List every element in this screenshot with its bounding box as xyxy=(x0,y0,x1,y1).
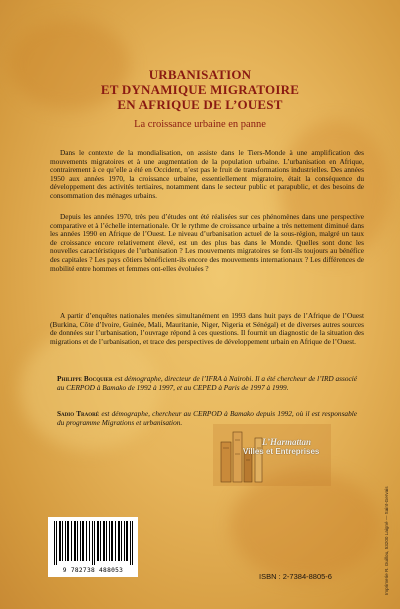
barcode-number: 9 782738 488053 xyxy=(62,567,124,574)
texture-blotch xyxy=(230,470,380,580)
title-line-1: URBANISATION xyxy=(148,67,252,82)
paragraph-text: Depuis les années 1970, très peu d’études ont été réalisées sur ces phénomènes dans une perspective comparative et à l’échelle internationale. Or le rythme de croissance urbaine a très nettement diminué dans les années 1990 en Afrique de l’Ouest. Le niveau d’urbanisation actuel de la sous-région, malgré un taux de croissance encore relativement élevé, est un des plus bas dans le Monde. Quelles sont donc les nouvelles caractéristiques de l’urbanisation ? Les mouvements migratoires se font-ils toujours au bénéfice des capitales ? Les pays côtiers bénéficient-ils encore des mouvements internationaux ? Les différences de mobilité entre hommes et femmes ont-elles évoluées ? xyxy=(50,212,364,273)
paragraph-3 xyxy=(50,312,364,346)
title-line-2: ET DYNAMIQUE MIGRATOIRE xyxy=(100,82,300,97)
paragraph-text: A partir d’enquêtes nationales menées simultanément en 1993 dans huit pays de l’Afrique de l’Ouest (Burkina, Côte d’Ivoire, Guinée, Mali, Mauritanie, Niger, Nigeria et Sénégal) et de diverses autres sources de données sur l’urbanisation, l’ouvrage répond à ces questions. Il fournit un diagnostic de la situation des migrations et de l’urbanisation, et trace des perspectives de développement urbain en Afrique de l’Ouest. xyxy=(50,311,364,346)
author-first-name: Philippe xyxy=(57,374,84,383)
author-last-name: Bocquier xyxy=(83,374,113,383)
publisher-collection: Villes et Entreprises xyxy=(243,447,320,456)
author-bio-text: est démographe, directeur de l’IFRA à Nairobi. Il a été chercheur de l’IRD associé au CERPOD à Bamako de 1992 à 1997, et au CEPED à Paris de 1997 à 1999. xyxy=(57,374,358,392)
isbn: ISBN : 2-7384-8805-6 xyxy=(259,572,332,581)
author-bio-text: est démographe, chercheur au CERPOD à Bamako depuis 1992, où il est responsable du programme Migrations et urbanisation. xyxy=(57,409,357,427)
subtitle: La croissance urbaine en panne xyxy=(134,119,266,130)
author-last-name: Traoré xyxy=(76,409,100,418)
barcode-bars xyxy=(48,517,138,569)
author-bio-1 xyxy=(57,375,357,392)
title-line-3: EN AFRIQUE DE L’OUEST xyxy=(117,97,283,112)
paragraph-text: Dans le contexte de la mondialisation, on assiste dans le Tiers-Monde à une amplification des mouvements migratoires et à une augmentation de la population urbaine. L’urbanisation en Afrique, contrairement à ce qu’elle a été en Occident, n’est pas le fruit de transformations industrielles. Des années 1950 aux années 1970, la croissance urbaine, essentiellement migratoire, était la conséquence du développement des activités tertiaires, notamment dans le secteur public et parapublic, et des besoins de consommation des ménages urbains. xyxy=(50,148,364,200)
printer-note: Imprimerie R. Guillou, 53200 Laigné — Saint-Gervais xyxy=(384,486,389,595)
paragraph-1 xyxy=(50,149,364,201)
publisher-name: L’Harmattan xyxy=(262,437,312,447)
paragraph-2 xyxy=(50,213,364,273)
author-first-name: Sadio xyxy=(57,409,77,418)
